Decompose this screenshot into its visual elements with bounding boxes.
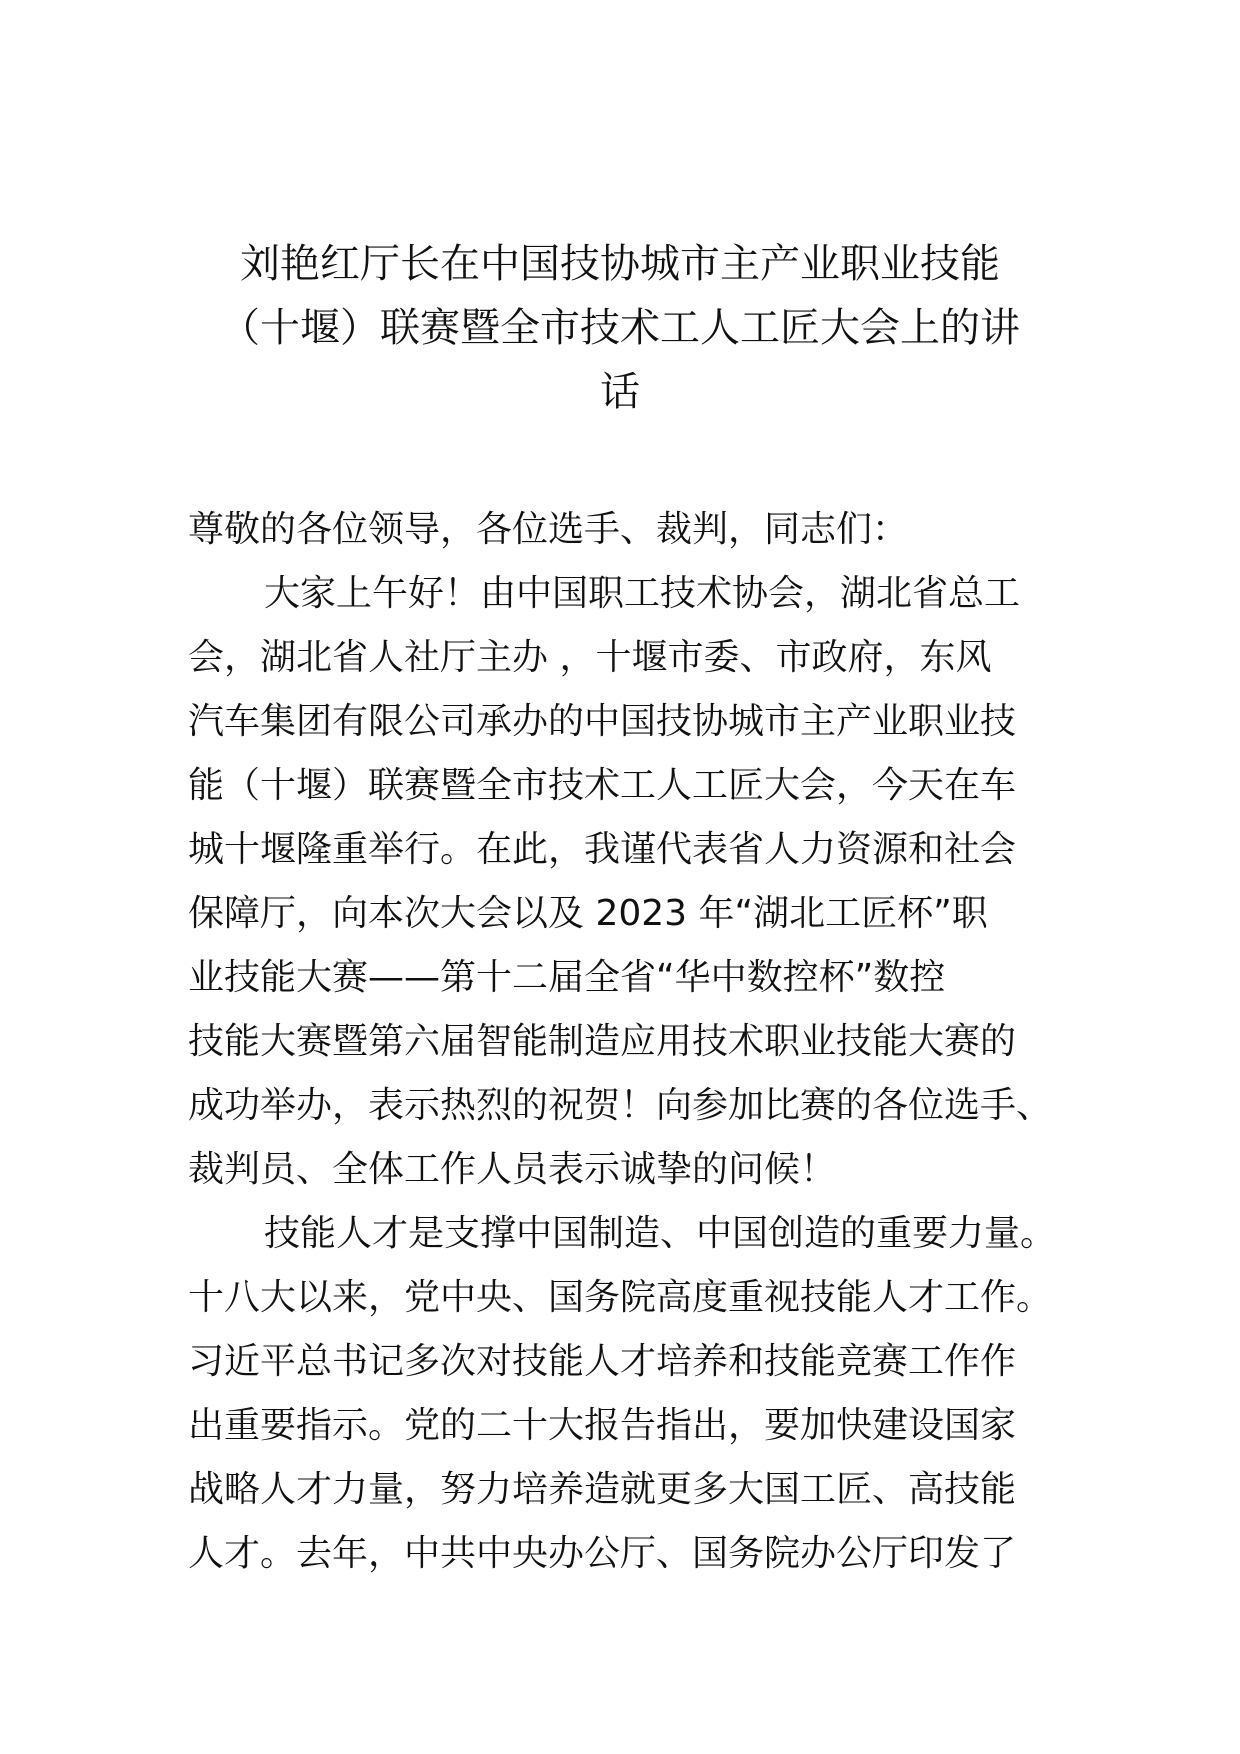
text-line: 成功举办，表示热烈的祝贺！向参加比赛的各位选手、 [188, 1085, 1053, 1126]
paragraph-2 [188, 1202, 1068, 1586]
text-line: 出重要指示。党的二十大报告指出，要加快建设国家 [188, 1405, 1017, 1446]
document-title [190, 232, 1050, 424]
text-line: 十八大以来，党中央、国务院高度重视技能人才工作。 [188, 1277, 1053, 1318]
text-line: 技能大赛暨第六届智能制造应用技术职业技能大赛的 [188, 1021, 1017, 1062]
text-line: 技能人才是支撑中国制造、中国创造的重要力量。 [264, 1213, 1057, 1254]
salutation: 尊敬的各位领导，各位选手、裁判，同志们： [188, 509, 909, 550]
title-line: （十堰）联赛暨全市技术工人工匠大会上的讲 [220, 305, 1020, 351]
text-line: 汽车集团有限公司承办的中国技协城市主产业职业技 [188, 701, 1017, 742]
title-line: 刘艳红厅长在中国技协城市主产业职业技能 [240, 241, 1000, 287]
text-line: 业技能大赛——第十二届全省“华中数控杯”数控 [188, 957, 946, 998]
text-line: 会，湖北省人社厅主办 ，十堰市委、市政府，东风 [188, 637, 992, 678]
text-line: 战略人才力量，努力培养造就更多大国工匠、高技能 [188, 1469, 1017, 1510]
text-line: 城十堰隆重举行。在此，我谨代表省人力资源和社会 [188, 829, 1017, 870]
paragraph-1 [188, 562, 1068, 1202]
document-body [188, 498, 1068, 1586]
text-line: 人才。去年，中共中央办公厅、国务院办公厅印发了 [188, 1533, 1017, 1574]
text-line: 习近平总书记多次对技能人才培养和技能竞赛工作作 [188, 1341, 1017, 1382]
text-line: 裁判员、全体工作人员表示诚挚的问候！ [188, 1149, 837, 1190]
title-line: 话 [600, 369, 640, 415]
text-line: 能（十堰）联赛暨全市技术工人工匠大会，今天在车 [188, 765, 1017, 806]
text-line: 大家上午好！由中国职工技术协会，湖北省总工 [264, 573, 1021, 614]
text-line: 保障厅，向本次大会以及 2023 年“湖北工匠杯”职 [188, 893, 988, 934]
